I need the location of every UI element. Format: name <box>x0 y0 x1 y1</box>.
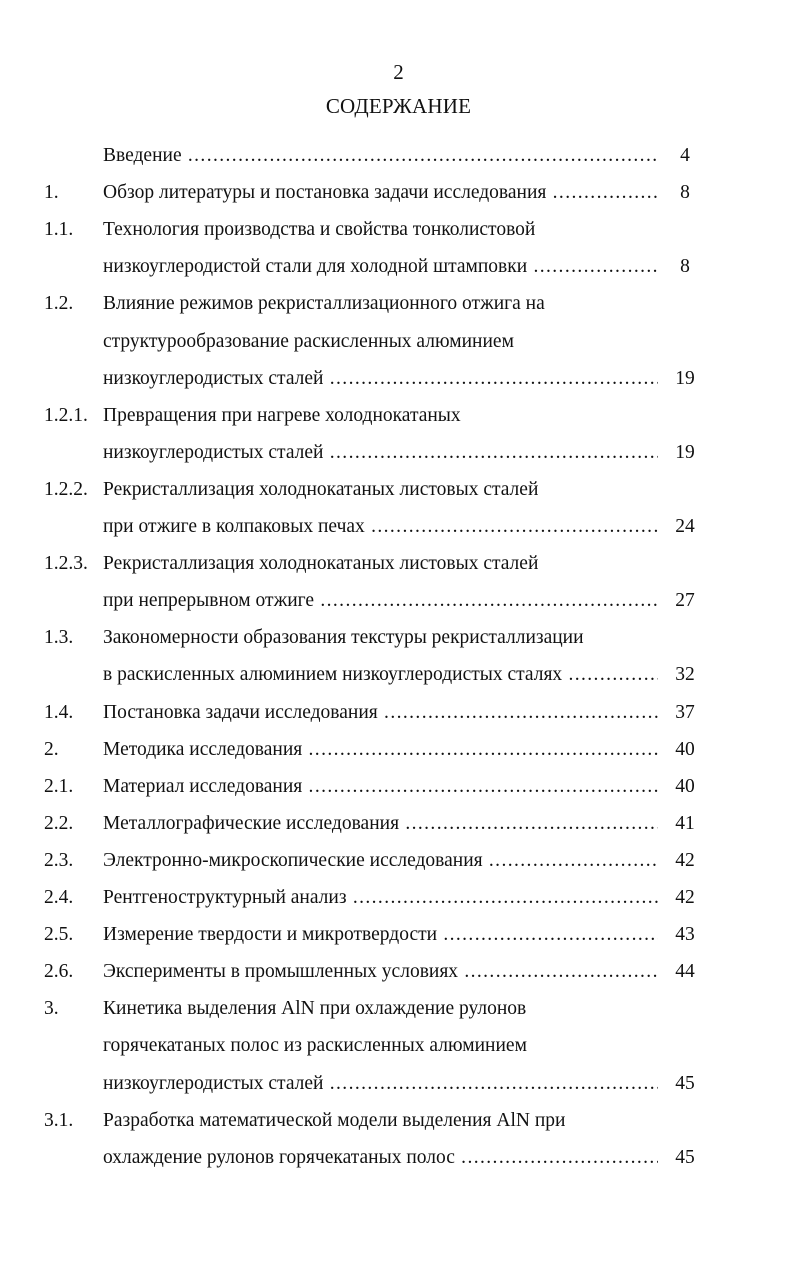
toc-entry-text: при непрерывном отжиге ..... <box>103 586 658 616</box>
toc-page-number: 44 <box>675 961 695 982</box>
toc-page-number: 45 <box>675 1147 695 1168</box>
toc-line[interactable] <box>0 994 797 1024</box>
toc-section-number: 2.2. <box>44 813 74 834</box>
toc-line[interactable] <box>0 215 797 245</box>
toc-page-number: 4 <box>680 145 690 166</box>
toc-page-number: 41 <box>675 813 695 834</box>
toc-page-number: 40 <box>675 739 695 760</box>
toc-entry-text: низкоуглеродистых сталей ..... <box>103 364 658 394</box>
toc-page-number: 42 <box>675 850 695 871</box>
toc-line[interactable] <box>0 549 797 579</box>
toc-line[interactable] <box>0 438 797 468</box>
toc-line[interactable] <box>0 178 797 208</box>
toc-entry-text: при отжиге в колпаковых печах ..... <box>103 512 658 542</box>
toc-entry-text: низкоуглеродистой стали для холодной штамповки ..... <box>103 252 658 282</box>
toc-page-number: 40 <box>675 776 695 797</box>
toc-entry-text: Рентгеноструктурный анализ ..... <box>103 883 658 913</box>
toc-line[interactable] <box>0 735 797 765</box>
toc-section-number: 1.4. <box>44 702 74 723</box>
toc-section-number: 1.3. <box>44 627 74 648</box>
toc-entry-text: горячекатаных полос из раскисленных алюминием <box>103 1035 527 1056</box>
toc-line[interactable] <box>0 512 797 542</box>
toc-line[interactable] <box>0 327 797 357</box>
toc-line[interactable] <box>0 252 797 282</box>
toc-section-number: 1.2.2. <box>44 479 88 500</box>
toc-entry-text: в раскисленных алюминием низкоуглеродистых сталях ..... <box>103 660 658 690</box>
toc-page-number: 45 <box>675 1073 695 1094</box>
toc-page-number: 27 <box>675 590 695 611</box>
toc-line[interactable] <box>0 623 797 653</box>
toc-entry-text: Измерение твердости и микротвердости ..... <box>103 920 658 950</box>
toc-entry-text: Постановка задачи исследования ..... <box>103 698 658 728</box>
toc-line[interactable] <box>0 772 797 802</box>
toc-line[interactable] <box>0 1031 797 1061</box>
toc-entry-text: Рекристаллизация холоднокатаных листовых сталей <box>103 553 539 574</box>
toc-line[interactable] <box>0 920 797 950</box>
toc-entry-text: Эксперименты в промышленных условиях ..... <box>103 957 658 987</box>
page-title: СОДЕРЖАНИЕ <box>325 94 472 118</box>
toc-page-number: 19 <box>675 368 695 389</box>
toc-line[interactable] <box>0 586 797 616</box>
page-number: 2 <box>393 60 404 84</box>
toc-page-number: 8 <box>680 182 690 203</box>
toc-entry-text: охлаждение рулонов горячекатаных полос ..... <box>103 1143 658 1173</box>
toc-line[interactable] <box>0 475 797 505</box>
toc-entry-text: Влияние режимов рекристаллизационного отжига на <box>103 293 545 314</box>
toc-section-number: 1.1. <box>44 219 74 240</box>
toc-line[interactable] <box>0 883 797 913</box>
toc-section-number: 2. <box>44 739 59 760</box>
toc-entry-text: Закономерности образования текстуры рекристаллизации <box>103 627 584 648</box>
toc-entry-text: низкоуглеродистых сталей ..... <box>103 1069 658 1099</box>
toc-entry-text: структурообразование раскисленных алюминием <box>103 331 514 352</box>
toc-line[interactable] <box>0 364 797 394</box>
toc-line[interactable] <box>0 660 797 690</box>
toc-entry-text: Материал исследования ..... <box>103 772 658 802</box>
toc-line[interactable] <box>0 289 797 319</box>
toc-page-number: 43 <box>675 924 695 945</box>
toc-page-number: 19 <box>675 442 695 463</box>
toc-entry-text: Обзор литературы и постановка задачи исследования ..... <box>103 178 658 208</box>
toc-line[interactable] <box>0 698 797 728</box>
toc-section-number: 2.3. <box>44 850 74 871</box>
toc-section-number: 2.4. <box>44 887 74 908</box>
toc-entry-text: Электронно-микроскопические исследования ..... <box>103 846 658 876</box>
toc-entry-text: Рекристаллизация холоднокатаных листовых сталей <box>103 479 539 500</box>
toc-line[interactable] <box>0 141 797 171</box>
toc-section-number: 3. <box>44 998 59 1019</box>
toc-section-number: 2.1. <box>44 776 74 797</box>
toc-section-number: 1.2.3. <box>44 553 88 574</box>
toc-section-number: 1. <box>44 182 59 203</box>
toc-section-number: 3.1. <box>44 1110 74 1131</box>
toc-page-number: 42 <box>675 887 695 908</box>
toc-entry-text: низкоуглеродистых сталей ..... <box>103 438 658 468</box>
toc-section-number: 2.6. <box>44 961 74 982</box>
toc-entry-text: Введение ..... <box>103 141 658 171</box>
toc-line[interactable] <box>0 957 797 987</box>
toc-page-number: 32 <box>675 664 695 685</box>
toc-page-number: 37 <box>675 702 695 723</box>
toc-line[interactable] <box>0 1143 797 1173</box>
toc-entry-text: Металлографические исследования ..... <box>103 809 658 839</box>
toc-line[interactable] <box>0 1069 797 1099</box>
toc-entry-text: Кинетика выделения AlN при охлаждение рулонов <box>103 998 527 1019</box>
toc-entry-text: Технология производства и свойства тонколистовой <box>103 219 536 240</box>
toc-line[interactable] <box>0 809 797 839</box>
toc-entry-text: Разработка математической модели выделения AlN при <box>103 1110 566 1131</box>
toc-line[interactable] <box>0 401 797 431</box>
toc-section-number: 1.2.1. <box>44 405 88 426</box>
toc-page-number: 8 <box>680 256 690 277</box>
toc-entry-text: Превращения при нагреве холоднокатаных <box>103 405 461 426</box>
toc-line[interactable] <box>0 846 797 876</box>
toc-page-number: 24 <box>675 516 695 537</box>
toc-entry-text: Методика исследования ..... <box>103 735 658 765</box>
toc-section-number: 1.2. <box>44 293 74 314</box>
toc-section-number: 2.5. <box>44 924 74 945</box>
toc-line[interactable] <box>0 1106 797 1136</box>
